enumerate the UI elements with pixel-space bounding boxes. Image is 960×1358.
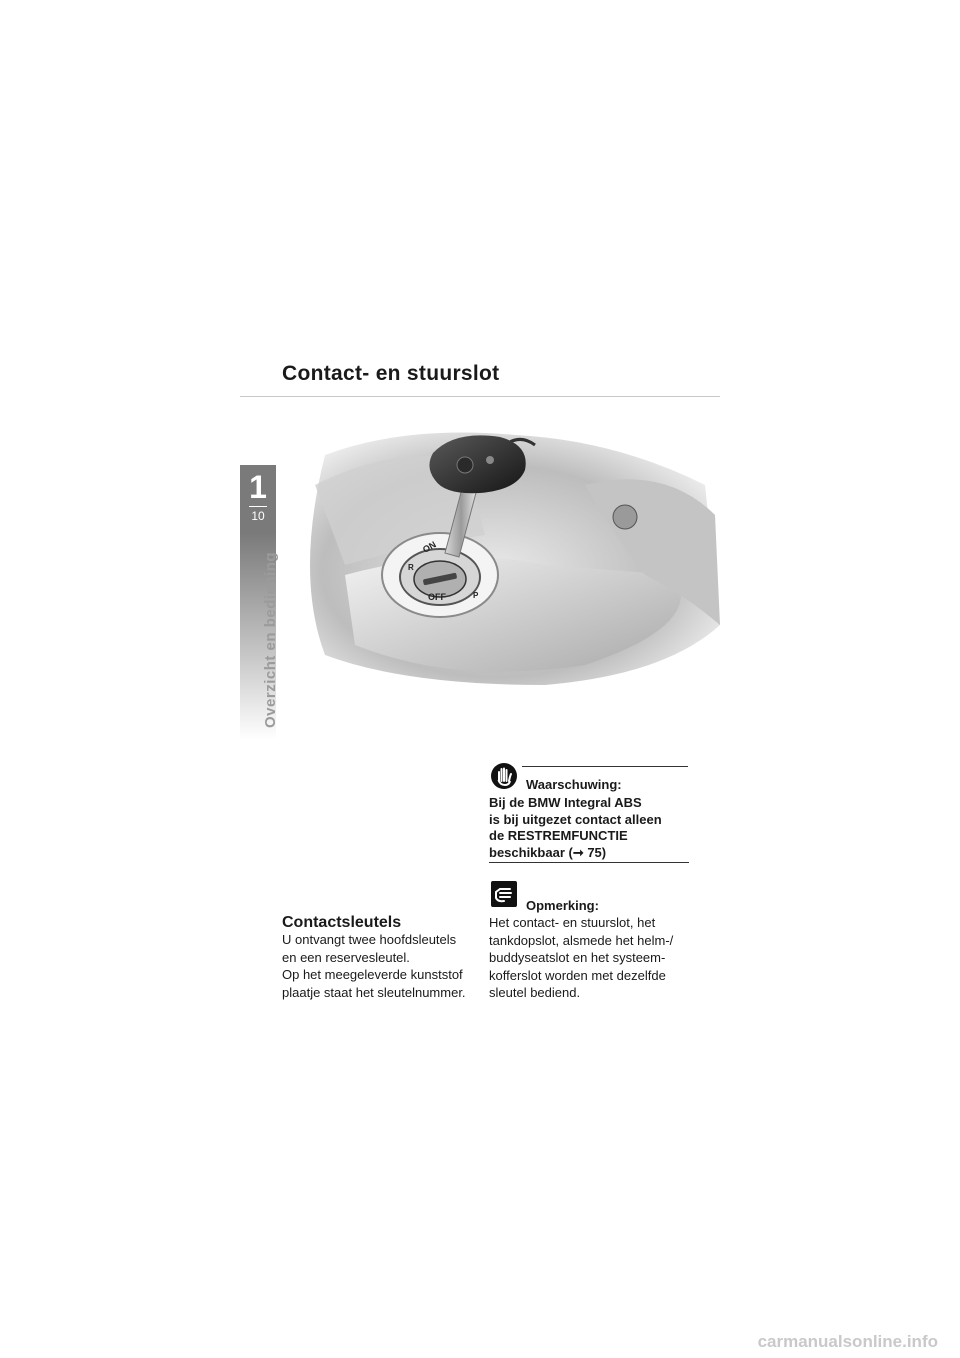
footer-watermark: carmanualsonline.info <box>757 1332 938 1351</box>
warning-line: de RESTREMFUNCTIE <box>489 828 628 843</box>
page-number: 10 <box>251 509 265 523</box>
section-line: en een reservesleutel. <box>282 949 410 965</box>
lock-label-p: P <box>473 591 479 600</box>
note-hand-icon <box>490 880 518 908</box>
section-line: plaatje staat het sleutelnummer. <box>282 984 466 1000</box>
lock-label-off: OFF <box>428 592 446 602</box>
chapter-tab-divider <box>249 506 267 507</box>
key-head-dot <box>486 456 494 464</box>
warning-bottom-rule <box>489 862 689 863</box>
stop-hand-icon <box>490 762 518 790</box>
chapter-number: 1 <box>249 469 267 505</box>
note-line: tankdopslot, alsmede het helm-/ <box>489 932 674 948</box>
ignition-key-photo <box>285 425 720 685</box>
note-line: buddyseatslot en het systeem- <box>489 950 666 965</box>
section-side-label: Overzicht en bediening <box>262 551 279 728</box>
note-body <box>489 914 701 1002</box>
section-line: U ontvangt twee hoofdsleutels <box>282 932 457 947</box>
section-body <box>282 931 482 1001</box>
note-title: Opmerking: <box>526 898 599 913</box>
warning-body <box>489 795 689 861</box>
key-head-hole <box>457 457 473 473</box>
warning-line: Bij de BMW Integral ABS <box>489 795 642 810</box>
lock-label-on: ON <box>421 539 438 555</box>
section-heading: Contactsleutels <box>282 914 402 931</box>
lock-label-r: R <box>408 563 414 572</box>
note-line: Het contact- en stuurslot, het <box>489 915 656 930</box>
warning-title: Waarschuwing: <box>526 777 622 792</box>
knob-right <box>613 505 637 529</box>
section-line: Op het meegeleverde kunststof <box>282 967 463 982</box>
page-title: Contact- en stuurslot <box>282 362 500 385</box>
title-divider <box>240 396 720 397</box>
warning-line: is bij uitgezet contact alleen <box>489 811 662 827</box>
note-line: kofferslot worden met dezelfde <box>489 967 666 983</box>
note-line: sleutel bediend. <box>489 985 581 1000</box>
warning-top-rule <box>522 766 688 767</box>
warning-line: beschikbaar (➞ 75) <box>489 844 607 860</box>
